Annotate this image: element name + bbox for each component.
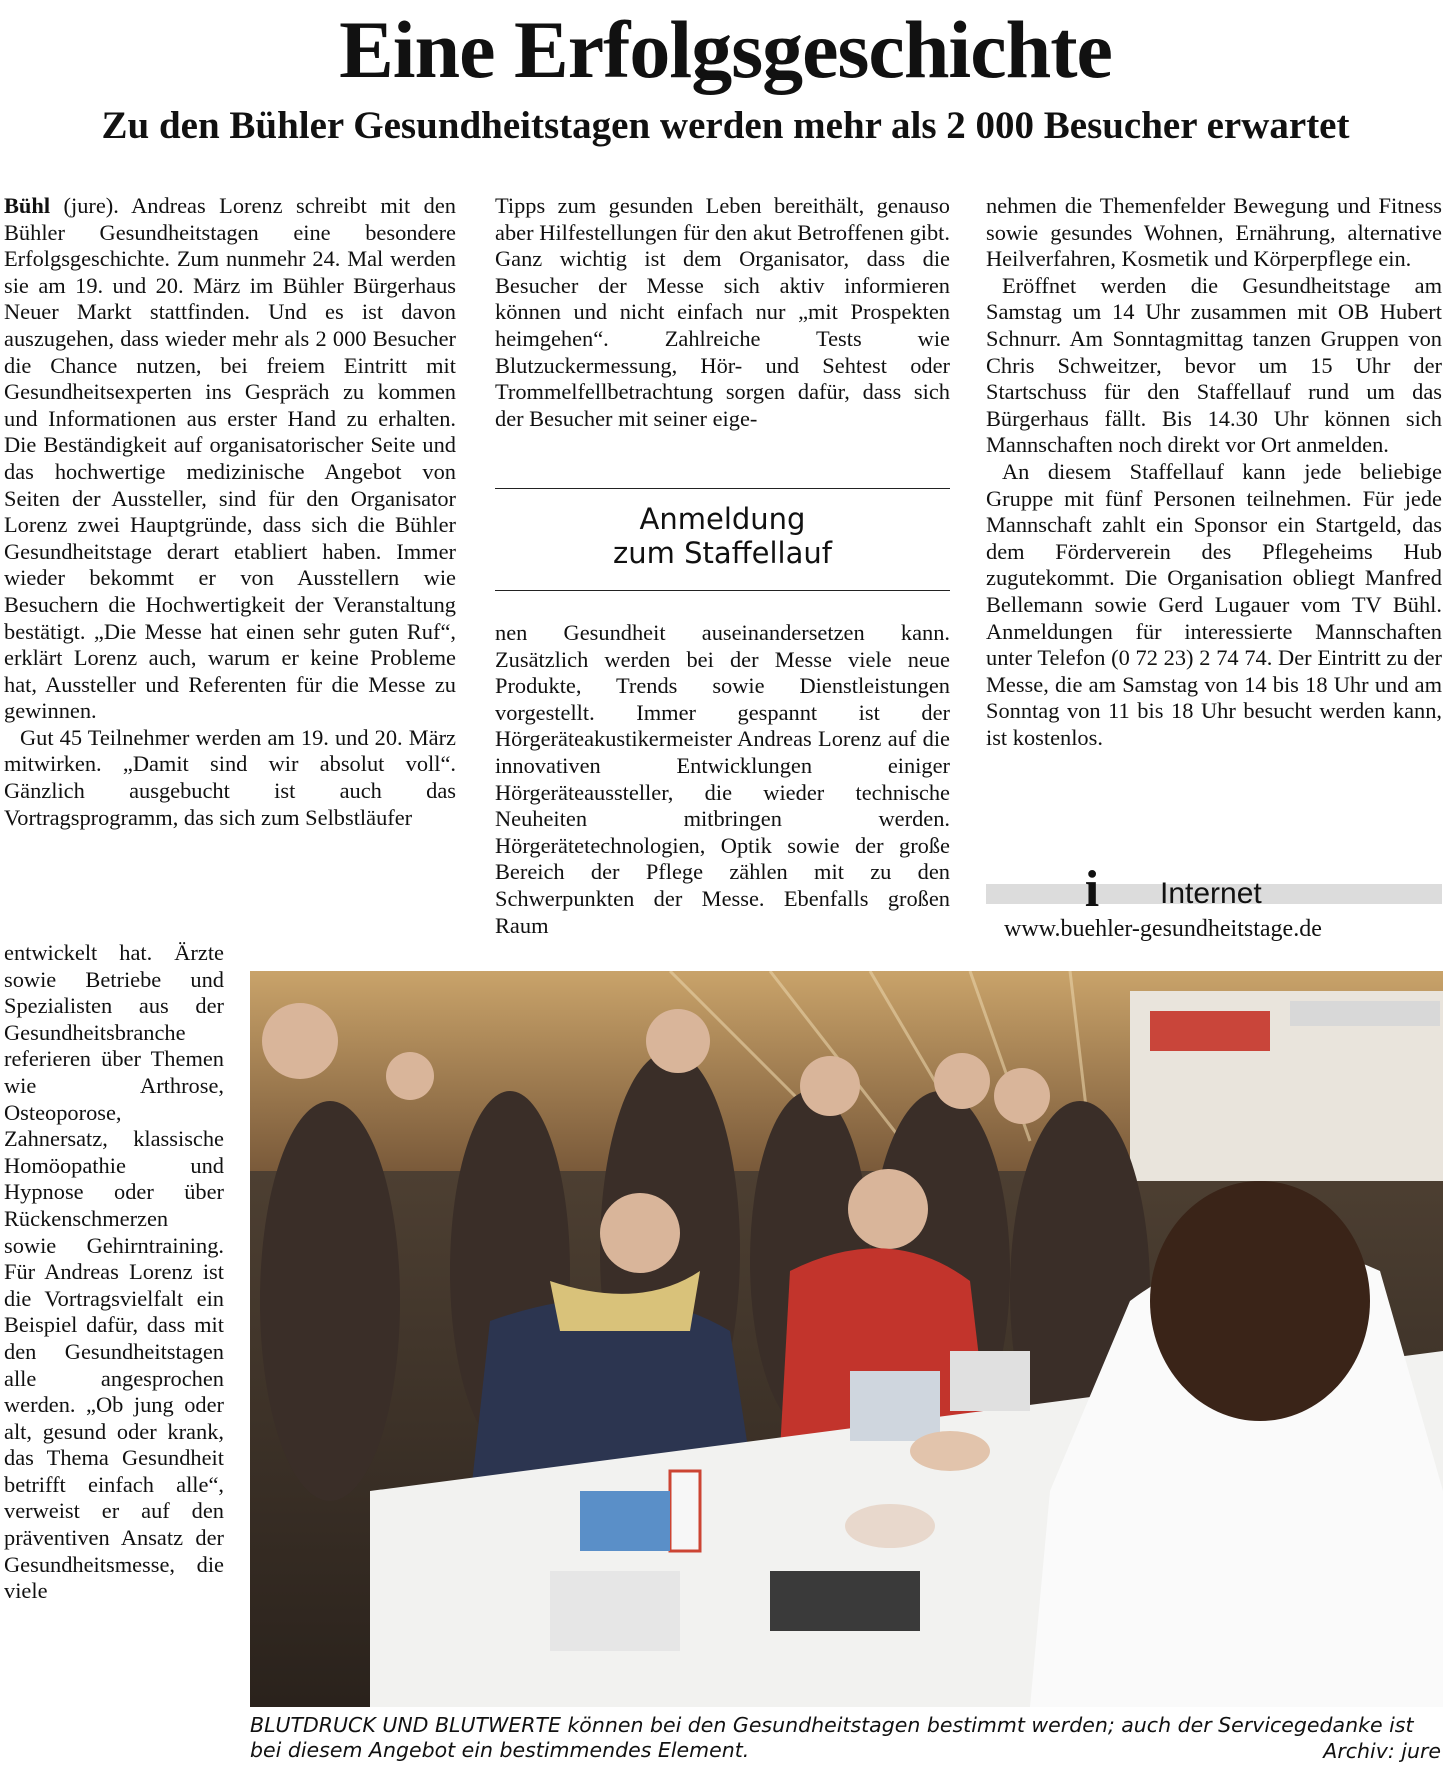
photo-caption (250, 1713, 1443, 1763)
article-column-2-bottom (495, 620, 950, 939)
paragraph: Eröffnet werden die Gesundheitstage am Samstag um 14 Uhr zusammen mit OB Hubert Schnurr. Am Sonntagmittag tanzen Gruppen von Chris Schweitzer, bevor um 15 Uhr der Startschuss für den Staffellauf rund um das Bürgerhaus fällt. Bis 14.30 Uhr können sich Mannschaften noch direkt vor Ort anmelden. (986, 272, 1442, 458)
paragraph: entwickelt hat. Ärzte sowie Betriebe und Spezialisten aus der Gesundheitsbranche referieren über Themen wie Arthrose, Osteoporose, Zahnersatz, klassische Homöopathie und Hypnose oder über Rückenschmerzen sowie Gehirntraining. Für Andreas Lorenz ist die Vortragsvielfalt ein Beispiel dafür, dass mit den Gesundheitstagen alle angesprochen werden. „Ob jung oder alt, gesund oder krank, das Thema Gesundheit betrifft einfach alle“, verweist er auf den präventiven Ansatz der Gesundheitsmesse, die viele (4, 940, 224, 1604)
article-column-2-top (495, 193, 950, 432)
dateline: Bühl (4, 193, 51, 218)
photo-illustration (250, 971, 1443, 1707)
news-photo (250, 971, 1443, 1707)
article-column-3 (986, 193, 1442, 751)
box-title (495, 502, 950, 570)
paragraph: nehmen die Themenfelder Bewegung und Fitness sowie gesundes Wohnen, Ernährung, alternative Heilverfahren, Kosmetik und Körperpflege ein. (986, 193, 1442, 272)
paragraph: Tipps zum gesunden Leben bereithält, genauso aber Hilfestellungen für den akut Betroffenen gibt. Ganz wichtig ist dem Organisator, dass die Besucher der Messe sich aktiv informieren können und nicht einfach nur „mit Prospekten heimgehen“. Zahlreiche Tests wie Blutzuckermessung, Hör- und Sehtest oder Trommelfellbetrachtung sorgen dafür, dass sich der Besucher mit seiner eige- (495, 193, 950, 431)
box-title-line-1: Anmeldung (639, 502, 806, 536)
box-rule-bottom (495, 590, 950, 591)
caption-lead: BLUTDRUCK UND BLUTWERTE (250, 1713, 561, 1737)
paragraph-text: (jure). Andreas Lorenz schreibt mit den Bühler Gesundheitstagen eine besondere Erfolgsgeschichte. Zum nunmehr 24. Mal werden sie am 19. und 20. März im Bühler Bürgerhaus Neuer Markt stattfinden. Und es ist davon auszugehen, dass wieder mehr als 2 000 Besucher die Chance nutzen, bei freiem Eintritt mit Gesundheitsexperten ins Gespräch zu kommen und Informationen aus erster Hand zu erhalten. Die Beständigkeit auf organisatorischer Seite und das hochwertige medizinische Angebot von Seiten der Aussteller, sind für den Organisator Lorenz zwei Hauptgründe, dass sich die Bühler Gesundheitstage derart etabliert haben. Immer wieder bekommt er von Ausstellern wie Besuchern die Hochwertigkeit der Veranstaltung bestätigt. „Die Messe hat einen sehr guten Ruf“, erklärt Lorenz auch, warum er keine Probleme hat, Aussteller und Referenten für die Messe zu gewinnen. (4, 193, 456, 724)
box-title-line-2: zum Staffellauf (613, 536, 832, 570)
paragraph (4, 193, 456, 725)
info-icon: i (1084, 861, 1100, 918)
paragraph: nen Gesundheit auseinandersetzen kann. Zusätzlich werden bei der Messe viele neue Produkte, Trends sowie Dienstleistungen vorgestellt. Immer gespannt ist der Hörgeräteakustikermeister Andreas Lorenz auf die innovativen Entwicklungen einiger Hörgeräteaussteller, die wieder technische Neuheiten mitbringen werden. Hörgerätetechnologien, Optik sowie der große Bereich der Pflege zählen mit zu den Schwerpunkten der Messe. Ebenfalls großen Raum (495, 620, 950, 938)
caption-text: können bei den Gesundheitstagen bestimmt werden; auch der Servicegedanke ist bei diesem Angebot ein bestimmendes Element. (250, 1713, 1414, 1762)
article-column-1-continued (4, 940, 224, 1605)
article-column-1 (4, 193, 456, 831)
info-label: Internet (1160, 877, 1262, 910)
box-rule-top (495, 488, 950, 489)
subheadline: Zu den Bühler Gesundheitstagen werden mehr als 2 000 Besucher erwartet (101, 104, 1350, 147)
paragraph: An diesem Staffellauf kann jede beliebige Gruppe mit fünf Personen teilnehmen. Für jede Mannschaft zahlt ein Sponsor ein Startgeld, das dem Förderverein des Pflegeheims Hub zugutekommt. Die Organisation obliegt Manfred Bellemann sowie Gerd Lugauer vom TV Bühl. Anmeldungen für interessierte Mannschaften unter Telefon (0 72 23) 2 74 74. Der Eintritt zu der Messe, die am Samstag von 14 bis 18 Uhr und am Sonntag von 11 bis 18 Uhr besucht werden kann, ist kostenlos. (986, 458, 1442, 750)
paragraph: Gut 45 Teilnehmer werden am 19. und 20. März mitwirken. „Damit sind wir absolut voll“. Gänzlich ausgebucht ist auch das Vortragsprogramm, das sich zum Selbstläufer (4, 724, 456, 830)
info-url[interactable]: www.buehler-gesundheitstage.de (1004, 916, 1322, 942)
photo-credit: Archiv: jure (1323, 1739, 1441, 1763)
headline: Eine Erfolgsgeschichte (339, 4, 1112, 95)
